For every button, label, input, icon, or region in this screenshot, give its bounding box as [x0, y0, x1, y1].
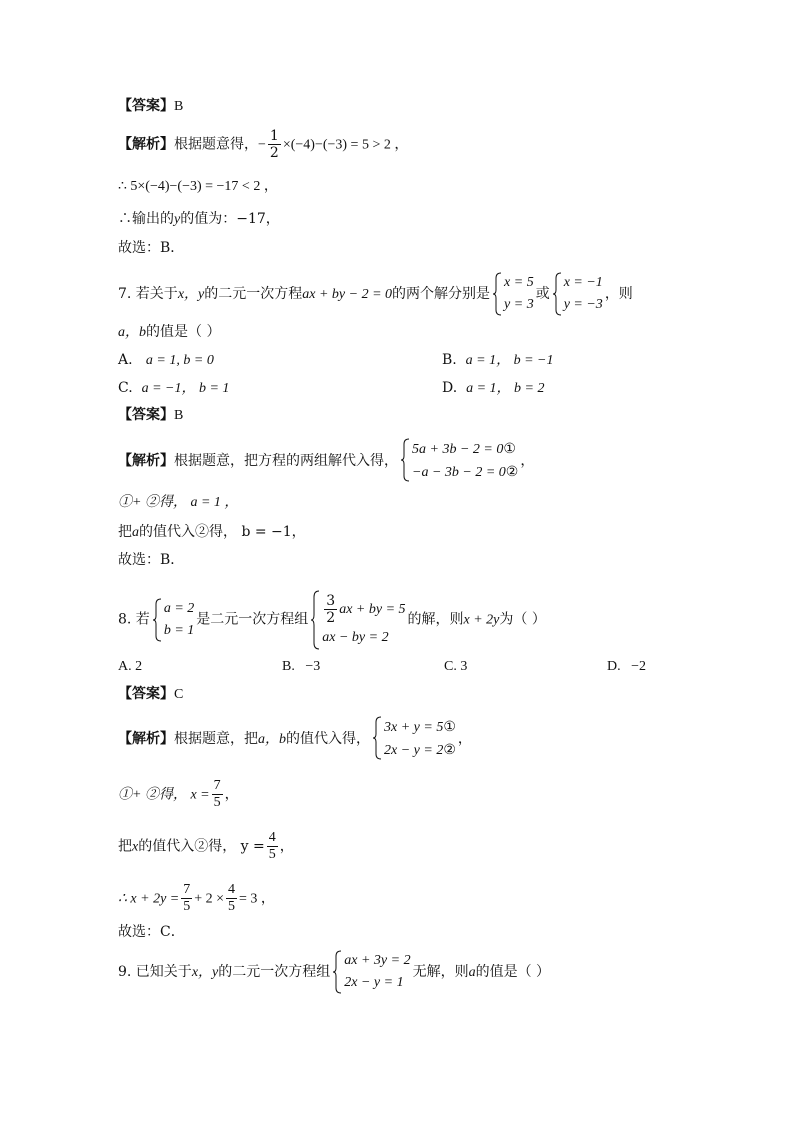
q7-option-d: D. a = 1， b = 2 [442, 380, 545, 396]
q6-answer [118, 96, 183, 117]
q7-analysis: 【解析】根据题意，把方程的两组解代入得， 5a + 3b − 2 = 0① −a − 3b − 2 = 0② ， [118, 438, 534, 484]
solution-system-2: x = −1 y = −3 [552, 272, 603, 316]
equation: ax + by − 2 = 0 [302, 287, 393, 302]
solution-system: a = 2 b = 1 [152, 598, 194, 642]
q7-option-c: C. a = −1， b = 1 [118, 380, 230, 396]
q8-step2: 把x的值代入②得， y = $\frac{4}{5}$ ， [118, 830, 294, 862]
solution-system-1: x = 5 y = 3 [492, 272, 534, 316]
expression: ×(−4)−(−3) = 5 > 2 ， [282, 137, 409, 153]
q7-choice: 故选：B． [118, 552, 185, 568]
left-brace-icon [152, 598, 162, 642]
q7-option-b: B. a = 1， b = −1 [442, 352, 554, 368]
q6-line2: ∴ 5×(−4)−(−3) = −17 < 2 ， [118, 179, 278, 194]
q9-stem: 9. 已知关于x，y的二元一次方程组 ax + 3y = 2 2x − y = 1 无解，则a的值是（ ） [118, 950, 550, 994]
equation-system: ax + 3y = 2 2x − y = 1 [332, 950, 410, 994]
q8-option-b: B. −3 [282, 659, 321, 674]
q6-analysis-line1: 【解析】根据题意得，− $\frac{1}{2}$ ×(−4)−(−3) = 5 > 2 ， [118, 128, 409, 161]
q8-answer: 【答案】C [118, 686, 184, 702]
left-brace-icon [492, 272, 502, 316]
left-brace-icon [372, 716, 382, 760]
analysis-label: 【解析】 [118, 136, 174, 153]
equation-system: 5a + 3b − 2 = 0① −a − 3b − 2 = 0② [400, 438, 518, 484]
q8-analysis: 【解析】根据题意，把a，b的值代入得， 3x + y = 5① 2x − y = 2② ， [118, 716, 472, 762]
equation-system: $\frac{3}{2}$ ax + by = 5 ax − by = 2 [310, 590, 405, 649]
q8-option-d: D. −2 [607, 659, 647, 674]
left-brace-icon [310, 590, 320, 650]
equation-system: 3x + y = 5① 2x − y = 2② [372, 716, 456, 762]
q8-step1: ①+ ②得， x = $\frac{7}{5}$ ， [118, 778, 239, 810]
q8-step3: ∴ x + 2y = $\frac{7}{5}$ + 2 × $\frac{4}{5}$ = 3 ， [118, 882, 275, 914]
q7-answer: 【答案】B [118, 407, 184, 423]
answer-value: B [174, 99, 184, 114]
fraction: $\frac{1}{2}$ [269, 128, 279, 161]
q6-line3: ∴输出的y的值为：−17， [118, 211, 280, 227]
q6-choice: 故选：B． [118, 240, 185, 256]
q7-stem: 7. 若关于x，y的二元一次方程ax + by − 2 = 0的两个解分别是 x = 5 y = 3 或 x = −1 y = −3 ，则 [118, 272, 633, 316]
q7-step1: ①+ ②得， a = 1 ， [118, 495, 239, 510]
q8-option-a: A. 2 [118, 659, 143, 674]
q7-stem-line2: a，b的值是（ ） [118, 324, 221, 340]
q7-step2: 把a的值代入②得， b = −1， [118, 524, 306, 540]
analysis-text: 根据题意得， [174, 136, 258, 153]
answer-label: 【答案】 [118, 98, 174, 114]
left-brace-icon [552, 272, 562, 316]
q8-option-c: C. 3 [444, 659, 468, 674]
q8-choice: 故选：C． [118, 924, 185, 940]
q7-option-a: A. a = 1, b = 0 [118, 352, 214, 368]
left-brace-icon [332, 950, 342, 994]
left-brace-icon [400, 438, 410, 482]
q8-stem: 8. 若 a = 2 b = 1 是二元一次方程组 $\frac{3}{2}$ ax + by = 5 ax − by = 2 的解，则x + 2y为（ ） [118, 590, 546, 649]
